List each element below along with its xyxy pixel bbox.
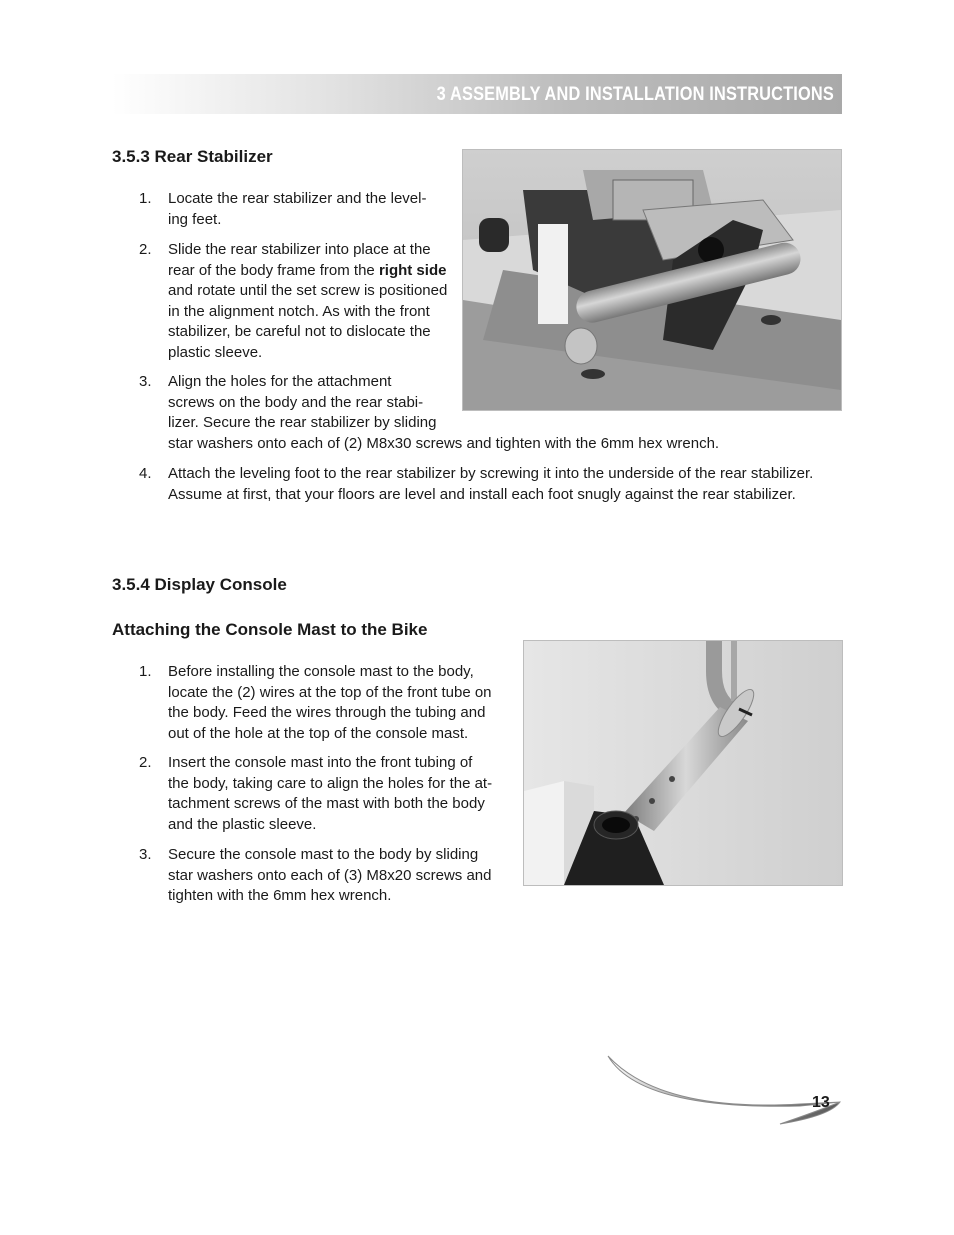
console-mast-steps-2 bbox=[112, 753, 522, 835]
page-number: 13 bbox=[812, 1094, 830, 1111]
section-header-title: 3 ASSEMBLY AND INSTALLATION INSTRUCTIONS bbox=[436, 84, 834, 105]
list-item: 4. Attach the leveling foot to the rear stabilizer by screwing it into the underside of the rear stabilizer. Assume at first, that your floors are level and install each foot snugly against the rear stabilizer. bbox=[139, 465, 814, 503]
rear-stabilizer-steps bbox=[112, 189, 462, 230]
list-item: 3. Secure the console mast to the body by sliding star washers onto each of (3) M8x20 screws and tighten with the 6mm hex wrench. bbox=[139, 846, 492, 904]
console-mast-subheading: Attaching the Console Mast to the Bike bbox=[112, 620, 428, 639]
rear-stabilizer-steps-4 bbox=[112, 464, 842, 505]
rear-stabilizer-heading: 3.5.3 Rear Stabilizer bbox=[112, 147, 273, 166]
footer-swoosh-graphic bbox=[600, 1050, 850, 1130]
console-mast-steps-3 bbox=[112, 845, 522, 907]
section-header-bar bbox=[112, 74, 842, 114]
console-mast-illustration bbox=[524, 641, 842, 885]
list-item: 3. Align the holes for the attachment screws on the body and the rear stabi- lizer. Secure the rear stabilizer by sliding star washers onto each of (2) M8x30 screws and tighten with the 6mm hex wrench. bbox=[139, 373, 720, 452]
display-console-heading: 3.5.4 Display Console bbox=[112, 575, 287, 594]
rear-stabilizer-photo bbox=[462, 149, 842, 411]
rear-stabilizer-illustration bbox=[463, 150, 841, 410]
console-mast-steps bbox=[112, 662, 522, 744]
list-item: 1. Locate the rear stabilizer and the level- ing feet. bbox=[139, 190, 427, 228]
console-mast-photo bbox=[523, 640, 843, 886]
list-item: 2. Slide the rear stabilizer into place at the rear of the body frame from the right side and rotate until the set screw is positioned in the alignment notch. As with the front stabilizer, be careful not to dislocate the plastic sleeve. bbox=[139, 241, 448, 361]
rear-stabilizer-steps-2 bbox=[112, 240, 458, 363]
list-item: 2. Insert the console mast into the front tubing of the body, taking care to align the holes for the at- tachment screws of the mast with both the body and the plastic sleeve. bbox=[139, 754, 493, 833]
list-item: 1. Before installing the console mast to the body, locate the (2) wires at the top of the front tube on the body. Feed the wires through the tubing and out of the hole at the top of the console mast. bbox=[139, 663, 492, 742]
